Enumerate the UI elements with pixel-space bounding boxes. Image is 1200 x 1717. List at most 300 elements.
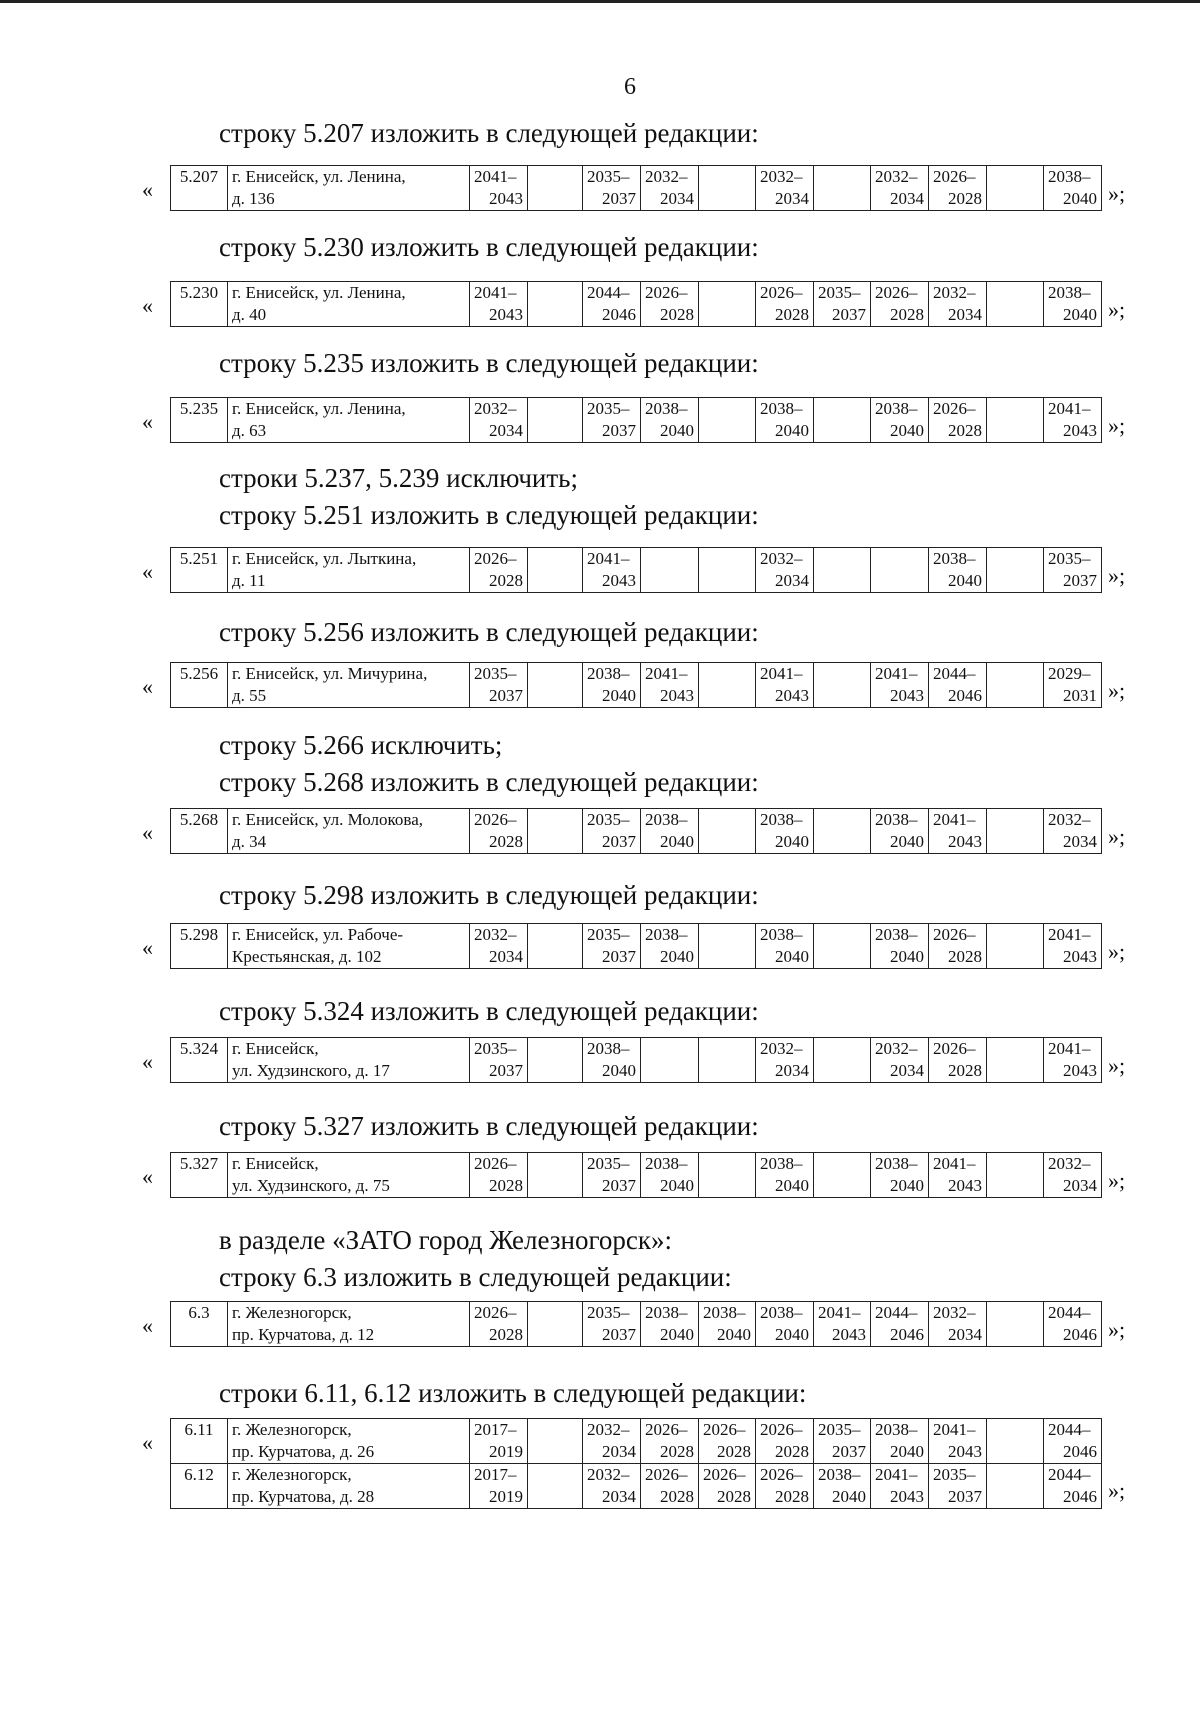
year-start: 2038– <box>760 810 803 829</box>
year-end <box>532 1175 578 1197</box>
year-end: 2040 <box>948 571 982 590</box>
year-end <box>818 685 866 707</box>
year-range-cell <box>871 1153 929 1198</box>
year-range-cell <box>756 1419 814 1464</box>
year-range-cell <box>470 398 528 443</box>
year-end: 2043 <box>602 571 636 590</box>
year-range-cell <box>871 924 929 969</box>
opening-quote: « <box>142 559 153 584</box>
row-number: 5.235 <box>171 398 228 443</box>
year-end: 2028 <box>489 571 523 590</box>
year-start: 2026– <box>760 1420 803 1439</box>
table-row <box>171 663 1102 708</box>
year-end: 2040 <box>775 1176 809 1195</box>
year-start <box>703 663 751 685</box>
instruction-text: строку 5.266 исключить; <box>219 730 503 760</box>
year-end <box>818 831 866 853</box>
year-range-cell <box>470 1302 528 1347</box>
address-cell <box>228 1464 470 1509</box>
address-line: Крестьянская, д. 102 <box>232 947 382 966</box>
year-start <box>991 809 1039 831</box>
address-cell <box>228 924 470 969</box>
year-range-cell <box>929 1038 987 1083</box>
row-number: 5.207 <box>171 166 228 211</box>
year-range-cell <box>583 1302 641 1347</box>
year-range-cell <box>641 548 699 593</box>
year-end <box>991 570 1039 592</box>
year-range-cell <box>583 924 641 969</box>
year-end: 2040 <box>660 1325 694 1344</box>
year-end: 2031 <box>1063 686 1097 705</box>
year-end: 2040 <box>602 686 636 705</box>
year-end <box>532 304 578 326</box>
year-start: 2032– <box>587 1465 630 1484</box>
year-end: 2040 <box>660 947 694 966</box>
year-range-cell <box>756 282 814 327</box>
year-range-cell <box>470 924 528 969</box>
year-range-cell <box>470 1419 528 1464</box>
year-start: 2038– <box>587 664 630 683</box>
year-range-cell <box>583 1419 641 1464</box>
year-range-cell <box>528 1419 583 1464</box>
year-end <box>991 831 1039 853</box>
year-start <box>532 1153 578 1175</box>
year-start: 2041– <box>760 664 803 683</box>
year-range-cell <box>583 1038 641 1083</box>
address-line: г. Енисейск, <box>232 1039 319 1058</box>
year-start: 2038– <box>875 1154 918 1173</box>
year-start <box>818 663 866 685</box>
year-start: 2032– <box>875 167 918 186</box>
year-range-cell <box>583 398 641 443</box>
year-end: 2040 <box>890 832 924 851</box>
year-range-cell <box>528 663 583 708</box>
table-row <box>171 1464 1102 1509</box>
year-start <box>703 809 751 831</box>
table-row <box>171 1419 1102 1464</box>
year-range-cell <box>528 1153 583 1198</box>
year-range-cell <box>814 1419 871 1464</box>
row-number: 5.268 <box>171 809 228 854</box>
year-start: 2032– <box>645 167 688 186</box>
year-range-cell <box>987 1302 1044 1347</box>
year-range-cell <box>641 1419 699 1464</box>
amendment-table <box>170 1418 1102 1509</box>
year-range-cell <box>987 663 1044 708</box>
address-line: пр. Курчатова, д. 12 <box>232 1325 375 1344</box>
year-range-cell <box>814 398 871 443</box>
year-end: 2040 <box>1063 305 1097 324</box>
instruction-text: строку 5.207 изложить в следующей редакции: <box>219 118 759 148</box>
year-end <box>703 946 751 968</box>
year-range-cell <box>987 1464 1044 1509</box>
address-line: ул. Худзинского, д. 17 <box>232 1061 390 1080</box>
year-start: 2038– <box>645 810 688 829</box>
year-end <box>703 188 751 210</box>
year-end: 2043 <box>890 686 924 705</box>
year-range-cell <box>756 1464 814 1509</box>
year-start <box>991 1038 1039 1060</box>
year-start: 2035– <box>587 925 630 944</box>
year-range-cell <box>528 548 583 593</box>
year-start: 2032– <box>760 549 803 568</box>
year-range-cell <box>871 1464 929 1509</box>
year-start <box>703 1038 751 1060</box>
closing-quote: »; <box>1108 1053 1126 1078</box>
address-cell <box>228 809 470 854</box>
year-end: 2040 <box>832 1487 866 1506</box>
table-row <box>171 1038 1102 1083</box>
year-range-cell <box>528 398 583 443</box>
address-cell <box>228 398 470 443</box>
year-start: 2044– <box>1048 1465 1091 1484</box>
year-range-cell <box>1044 398 1102 443</box>
instruction-text: строку 5.324 изложить в следующей редакции: <box>219 996 759 1026</box>
year-start: 2044– <box>875 1303 918 1322</box>
year-start <box>818 548 866 570</box>
closing-quote: »; <box>1108 563 1126 588</box>
year-range-cell <box>641 1038 699 1083</box>
opening-quote: « <box>142 674 153 699</box>
year-range-cell <box>756 166 814 211</box>
year-end <box>703 304 751 326</box>
page-number: 6 <box>624 74 636 100</box>
year-range-cell <box>871 398 929 443</box>
year-end: 2046 <box>1063 1442 1097 1461</box>
year-start: 2032– <box>587 1420 630 1439</box>
year-range-cell <box>528 282 583 327</box>
year-end: 2028 <box>489 1176 523 1195</box>
amendment-table <box>170 1037 1102 1083</box>
year-start: 2038– <box>645 399 688 418</box>
year-start <box>532 1464 578 1486</box>
address-line: д. 55 <box>232 686 267 705</box>
year-range-cell <box>814 548 871 593</box>
table-row <box>171 809 1102 854</box>
year-end: 2040 <box>660 1176 694 1195</box>
instruction-text: строку 5.251 изложить в следующей редакции: <box>219 500 759 530</box>
amendment-table <box>170 547 1102 593</box>
year-start: 2038– <box>875 810 918 829</box>
year-end: 2043 <box>1063 421 1097 440</box>
year-range-cell <box>583 809 641 854</box>
year-end <box>645 570 694 592</box>
closing-quote: »; <box>1108 413 1126 438</box>
year-range-cell <box>699 1419 756 1464</box>
year-start <box>991 166 1039 188</box>
year-end: 2028 <box>489 832 523 851</box>
year-start <box>818 1153 866 1175</box>
year-range-cell <box>641 166 699 211</box>
instruction-text: строку 5.327 изложить в следующей редакции: <box>219 1111 759 1141</box>
year-end: 2037 <box>1063 571 1097 590</box>
year-end: 2040 <box>890 947 924 966</box>
opening-quote: « <box>142 1430 153 1455</box>
address-line: д. 11 <box>232 571 266 590</box>
year-end <box>532 570 578 592</box>
amendment-table <box>170 397 1102 443</box>
year-range-cell <box>987 1419 1044 1464</box>
year-range-cell <box>583 548 641 593</box>
year-start: 2035– <box>587 399 630 418</box>
address-line: пр. Курчатова, д. 26 <box>232 1442 375 1461</box>
year-end: 2028 <box>890 305 924 324</box>
year-start <box>532 282 578 304</box>
year-range-cell <box>470 1038 528 1083</box>
year-range-cell <box>929 1153 987 1198</box>
row-number: 6.3 <box>171 1302 228 1347</box>
year-range-cell <box>583 166 641 211</box>
row-number: 6.12 <box>171 1464 228 1509</box>
address-line: ул. Худзинского, д. 75 <box>232 1176 390 1195</box>
year-end <box>875 570 924 592</box>
year-range-cell <box>987 1038 1044 1083</box>
year-range-cell <box>641 663 699 708</box>
year-start <box>532 1302 578 1324</box>
year-range-cell <box>987 282 1044 327</box>
year-start <box>818 166 866 188</box>
year-start: 2041– <box>933 1420 976 1439</box>
year-start: 2026– <box>474 549 517 568</box>
year-start: 2041– <box>1048 925 1091 944</box>
year-end: 2037 <box>489 1061 523 1080</box>
year-range-cell <box>528 166 583 211</box>
year-range-cell <box>871 1419 929 1464</box>
year-end <box>532 1486 578 1508</box>
table-row <box>171 166 1102 211</box>
year-end: 2043 <box>832 1325 866 1344</box>
year-start: 2038– <box>645 1154 688 1173</box>
year-end: 2040 <box>775 947 809 966</box>
year-range-cell <box>1044 809 1102 854</box>
year-start <box>818 398 866 420</box>
year-range-cell <box>699 166 756 211</box>
year-range-cell <box>814 1153 871 1198</box>
year-start: 2041– <box>474 167 517 186</box>
year-end <box>818 1060 866 1082</box>
year-range-cell <box>929 282 987 327</box>
year-end: 2043 <box>948 832 982 851</box>
year-end: 2034 <box>948 305 982 324</box>
year-start: 2038– <box>645 1303 688 1322</box>
year-start: 2041– <box>587 549 630 568</box>
year-end: 2040 <box>775 1325 809 1344</box>
year-end: 2040 <box>717 1325 751 1344</box>
year-range-cell <box>641 1153 699 1198</box>
year-end: 2043 <box>1063 947 1097 966</box>
year-start: 2038– <box>587 1039 630 1058</box>
opening-quote: « <box>142 935 153 960</box>
opening-quote: « <box>142 1049 153 1074</box>
year-end: 2040 <box>890 1176 924 1195</box>
year-end: 2034 <box>602 1442 636 1461</box>
year-end: 2034 <box>890 1061 924 1080</box>
year-start <box>703 166 751 188</box>
year-end: 2028 <box>660 1442 694 1461</box>
year-end: 2034 <box>489 421 523 440</box>
year-range-cell <box>814 809 871 854</box>
year-end: 2037 <box>832 305 866 324</box>
year-start: 2026– <box>875 283 918 302</box>
year-start: 2038– <box>703 1303 746 1322</box>
year-start: 2038– <box>875 399 918 418</box>
year-range-cell <box>470 282 528 327</box>
year-end: 2028 <box>948 189 982 208</box>
row-number: 6.11 <box>171 1419 228 1464</box>
year-end <box>991 420 1039 442</box>
year-range-cell <box>699 924 756 969</box>
year-range-cell <box>929 1302 987 1347</box>
year-range-cell <box>699 1038 756 1083</box>
year-start: 2026– <box>703 1420 746 1439</box>
year-start <box>991 548 1039 570</box>
year-end <box>991 685 1039 707</box>
year-range-cell <box>1044 1464 1102 1509</box>
year-range-cell <box>871 809 929 854</box>
year-end <box>818 570 866 592</box>
year-end: 2028 <box>717 1442 751 1461</box>
year-end: 2037 <box>602 832 636 851</box>
year-start: 2026– <box>933 167 976 186</box>
year-range-cell <box>814 282 871 327</box>
year-start <box>645 548 694 570</box>
year-end: 2028 <box>660 305 694 324</box>
year-end: 2037 <box>948 1487 982 1506</box>
year-range-cell <box>756 663 814 708</box>
amendment-table <box>170 1301 1102 1347</box>
address-line: д. 34 <box>232 832 267 851</box>
row-number: 5.256 <box>171 663 228 708</box>
year-start: 2041– <box>474 283 517 302</box>
year-end <box>532 188 578 210</box>
year-range-cell <box>871 1038 929 1083</box>
year-end <box>991 1441 1039 1463</box>
year-end: 2034 <box>775 189 809 208</box>
year-end: 2043 <box>775 686 809 705</box>
year-start: 2035– <box>474 664 517 683</box>
year-start: 2026– <box>933 399 976 418</box>
year-start: 2029– <box>1048 664 1091 683</box>
address-cell <box>228 1153 470 1198</box>
year-start: 2032– <box>1048 1154 1091 1173</box>
year-range-cell <box>641 924 699 969</box>
instruction-text: строки 6.11, 6.12 изложить в следующей редакции: <box>219 1378 807 1408</box>
year-range-cell <box>814 1302 871 1347</box>
address-line: г. Енисейск, <box>232 1154 319 1173</box>
address-line: д. 40 <box>232 305 267 324</box>
address-line: г. Енисейск, ул. Молокова, <box>232 810 424 829</box>
year-end <box>703 831 751 853</box>
year-range-cell <box>470 663 528 708</box>
year-start: 2032– <box>760 1039 803 1058</box>
year-start <box>703 398 751 420</box>
year-end: 2028 <box>948 947 982 966</box>
amendment-table <box>170 662 1102 708</box>
year-end: 2028 <box>717 1487 751 1506</box>
year-range-cell <box>470 166 528 211</box>
year-start: 2041– <box>1048 1039 1091 1058</box>
year-start <box>645 1038 694 1060</box>
address-cell <box>228 166 470 211</box>
year-end: 2034 <box>489 947 523 966</box>
year-start: 2026– <box>645 1420 688 1439</box>
year-end: 2019 <box>489 1487 523 1506</box>
year-range-cell <box>1044 924 1102 969</box>
year-range-cell <box>1044 548 1102 593</box>
year-range-cell <box>583 1464 641 1509</box>
year-end: 2037 <box>489 686 523 705</box>
year-range-cell <box>699 398 756 443</box>
year-start: 2026– <box>474 1303 517 1322</box>
year-end <box>532 1441 578 1463</box>
amendment-table <box>170 1152 1102 1198</box>
year-start <box>875 548 924 570</box>
year-end: 2037 <box>602 947 636 966</box>
year-range-cell <box>641 1302 699 1347</box>
amendment-table <box>170 165 1102 211</box>
opening-quote: « <box>142 1313 153 1338</box>
year-end: 2043 <box>660 686 694 705</box>
year-start: 2035– <box>933 1465 976 1484</box>
address-line: г. Енисейск, ул. Ленина, <box>232 399 406 418</box>
year-end: 2040 <box>775 832 809 851</box>
year-range-cell <box>699 663 756 708</box>
year-end: 2040 <box>1063 189 1097 208</box>
year-end: 2034 <box>775 571 809 590</box>
year-start <box>703 1153 751 1175</box>
year-start: 2032– <box>875 1039 918 1058</box>
year-end: 2043 <box>489 305 523 324</box>
year-end: 2034 <box>948 1325 982 1344</box>
instruction-text: строку 5.235 изложить в следующей редакции: <box>219 348 759 378</box>
year-start: 2038– <box>645 925 688 944</box>
year-end: 2037 <box>602 1325 636 1344</box>
year-end: 2043 <box>948 1442 982 1461</box>
year-end <box>818 188 866 210</box>
year-end <box>532 1324 578 1346</box>
year-end: 2040 <box>660 421 694 440</box>
year-end: 2043 <box>948 1176 982 1195</box>
opening-quote: « <box>142 177 153 202</box>
year-range-cell <box>987 398 1044 443</box>
year-start: 2038– <box>760 1303 803 1322</box>
year-start: 2026– <box>474 1154 517 1173</box>
year-range-cell <box>470 548 528 593</box>
address-line: г. Енисейск, ул. Лыткина, <box>232 549 417 568</box>
year-start: 2035– <box>587 810 630 829</box>
year-end: 2019 <box>489 1442 523 1461</box>
year-start: 2044– <box>1048 1303 1091 1322</box>
year-start: 2026– <box>760 283 803 302</box>
row-number: 5.230 <box>171 282 228 327</box>
year-start: 2038– <box>933 549 976 568</box>
address-line: г. Енисейск, ул. Ленина, <box>232 283 406 302</box>
year-start: 2044– <box>587 283 630 302</box>
amendment-table <box>170 808 1102 854</box>
year-range-cell <box>814 1464 871 1509</box>
year-range-cell <box>929 1464 987 1509</box>
closing-quote: »; <box>1108 1168 1126 1193</box>
year-end: 2037 <box>602 1176 636 1195</box>
year-end <box>991 1324 1039 1346</box>
year-range-cell <box>929 924 987 969</box>
year-range-cell <box>1044 663 1102 708</box>
year-end <box>703 420 751 442</box>
year-end <box>703 570 751 592</box>
opening-quote: « <box>142 820 153 845</box>
closing-quote: »; <box>1108 939 1126 964</box>
year-end: 2028 <box>948 421 982 440</box>
